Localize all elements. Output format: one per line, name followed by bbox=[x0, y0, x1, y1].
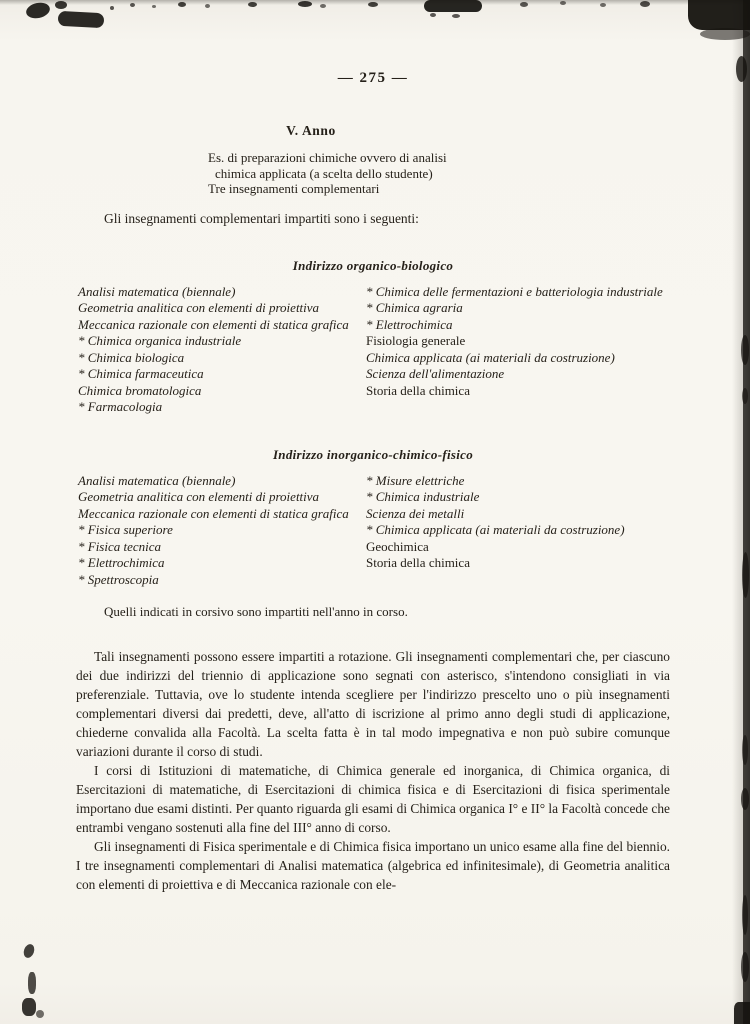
scan-artifact bbox=[25, 1, 52, 21]
body-paragraphs bbox=[76, 647, 670, 894]
course-item: * Chimica industriale bbox=[366, 489, 480, 504]
scan-artifact bbox=[320, 4, 326, 8]
year-heading: V. Anno bbox=[286, 123, 336, 138]
course-item: * Fisica superiore bbox=[78, 522, 173, 537]
course-item: Geochimica bbox=[366, 538, 429, 554]
scan-artifact bbox=[743, 0, 750, 1024]
scan-artifact bbox=[130, 3, 135, 7]
course-item: Fisiologia generale bbox=[366, 333, 466, 348]
scan-artifact bbox=[560, 1, 566, 5]
lead-paragraph: Gli insegnamenti complementari impartiti sono i seguenti: bbox=[104, 210, 419, 226]
scan-artifact bbox=[741, 952, 749, 982]
course-item: * Elettrochimica bbox=[78, 555, 165, 570]
course-item: * Farmacologia bbox=[78, 399, 163, 414]
course-item: Geometria analitica con elementi di proiettiva bbox=[78, 300, 320, 315]
scan-artifact bbox=[58, 11, 105, 28]
course-item: Meccanica razionale con elementi di statica grafica bbox=[78, 505, 349, 521]
scan-artifact bbox=[0, 0, 750, 5]
course-item: * Chimica biologica bbox=[78, 349, 185, 365]
course-column bbox=[78, 473, 366, 589]
course-item: Meccanica razionale con elementi di statica grafica bbox=[78, 316, 349, 332]
course-item: Storia della chimica bbox=[366, 382, 470, 398]
course-item: Geometria analitica con elementi di proiettiva bbox=[78, 489, 320, 504]
section-title: Indirizzo inorganico-chimico-fisico bbox=[272, 446, 474, 462]
course-section bbox=[76, 258, 670, 416]
course-item: Chimica applicata (ai materiali da costruzione) bbox=[366, 349, 615, 365]
course-item: Storia della chimica bbox=[366, 555, 470, 570]
course-section bbox=[76, 447, 670, 589]
scan-artifact bbox=[688, 0, 750, 30]
italics-note: Quelli indicati in corsivo sono impartiti nell'anno in corso. bbox=[104, 604, 408, 619]
course-sections bbox=[76, 258, 670, 589]
course-column bbox=[366, 473, 670, 589]
scan-artifact bbox=[205, 4, 210, 8]
scan-artifact bbox=[110, 6, 114, 10]
header-block bbox=[76, 123, 546, 197]
scan-artifact bbox=[22, 943, 36, 960]
course-item: Scienza dell'alimentazione bbox=[366, 366, 505, 381]
scan-artifact bbox=[430, 13, 436, 17]
course-item: * Chimica delle fermentazioni e batteriologia industriale bbox=[366, 283, 663, 299]
scan-artifact bbox=[298, 1, 312, 7]
scan-artifact bbox=[741, 788, 749, 810]
course-item: * Chimica farmaceutica bbox=[78, 366, 204, 381]
course-item: * Fisica tecnica bbox=[78, 538, 162, 554]
scan-artifact bbox=[368, 2, 378, 7]
scan-artifact bbox=[741, 335, 749, 365]
course-item: Analisi matematica (biennale) bbox=[78, 283, 236, 299]
intro-line: Es. di preparazioni chimiche ovvero di analisi bbox=[208, 150, 447, 165]
scan-artifact bbox=[742, 552, 749, 598]
course-item: * Misure elettriche bbox=[366, 472, 465, 488]
course-item: Scienza dei metalli bbox=[366, 505, 465, 521]
scan-artifact bbox=[736, 56, 747, 82]
course-item: * Chimica agraria bbox=[366, 300, 463, 315]
course-column bbox=[366, 284, 670, 416]
page-number: — 275 — bbox=[337, 70, 409, 86]
scan-artifact bbox=[700, 28, 750, 40]
scan-artifact bbox=[452, 14, 460, 18]
course-item: * Chimica organica industriale bbox=[78, 333, 242, 348]
section-title: Indirizzo organico-biologico bbox=[292, 257, 454, 273]
course-item: Analisi matematica (biennale) bbox=[78, 472, 236, 488]
scan-artifact bbox=[424, 0, 482, 12]
scan-artifact bbox=[152, 5, 156, 8]
scan-artifact bbox=[248, 2, 257, 7]
scan-artifact bbox=[55, 1, 67, 9]
body-paragraph: Gli insegnamenti di Fisica sperimentale e di Chimica fisica importano un unico esame alla fine del biennio. I tre insegnamenti complementari di Analisi matematica (algebrica ed infinitesimale), di Geometria analitica con elementi di proiettiva e di Meccanica razionale con ele- bbox=[76, 839, 670, 892]
intro-line: chimica applicata (a scelta dello studente) bbox=[215, 165, 433, 181]
body-paragraph: Tali insegnamenti possono essere impartiti a rotazione. Gli insegnamenti complementari che, per ciascuno dei due indirizzi del triennio di applicazione sono segnati con asterisco, s'intendono consigliati in via preferenziale. Tuttavia, ove lo studente intenda scegliere per l'indirizzo prescelto uno o più insegnamenti complementari diversi dai predetti, deve, all'atto di iscrizione al primo anno degli studi di applicazione, chiederne convalida alla Facoltà. La scelta fatta è in tal modo impegnativa e non può subire comunque variazioni durante il corso di studi. bbox=[76, 649, 670, 759]
scan-artifact bbox=[742, 895, 748, 935]
scan-artifact bbox=[640, 1, 650, 7]
scan-artifact bbox=[36, 1010, 44, 1018]
scan-artifact bbox=[600, 3, 606, 7]
intro-line: Tre insegnamenti complementari bbox=[208, 181, 380, 196]
course-item: * Elettrochimica bbox=[366, 316, 453, 332]
scan-artifact bbox=[742, 735, 748, 765]
scan-artifact bbox=[28, 972, 36, 994]
scan-artifact bbox=[734, 1002, 750, 1024]
scan-artifact bbox=[22, 998, 36, 1016]
course-item: * Spettroscopia bbox=[78, 571, 159, 587]
course-item: Chimica bromatologica bbox=[78, 382, 202, 398]
body-paragraph: I corsi di Istituzioni di matematiche, di Chimica generale ed inorganica, di Chimica organica, di Esercitazioni di matematiche, di Esercitazioni di chimica fisica e di Esercitazioni di fisica sperimentale importano due esami distinti. Per quanto riguarda gli esami di Chimica organica I° e II° la Facoltà concede che entrambi vengano sostenuti alla fine del III° anno di corso. bbox=[76, 763, 670, 835]
course-column bbox=[78, 284, 366, 416]
scan-artifact bbox=[178, 2, 186, 7]
scan-artifact bbox=[742, 388, 748, 404]
scan-artifact bbox=[520, 2, 528, 7]
intro-block bbox=[208, 150, 546, 197]
course-item: * Chimica applicata (ai materiali da costruzione) bbox=[366, 522, 625, 537]
